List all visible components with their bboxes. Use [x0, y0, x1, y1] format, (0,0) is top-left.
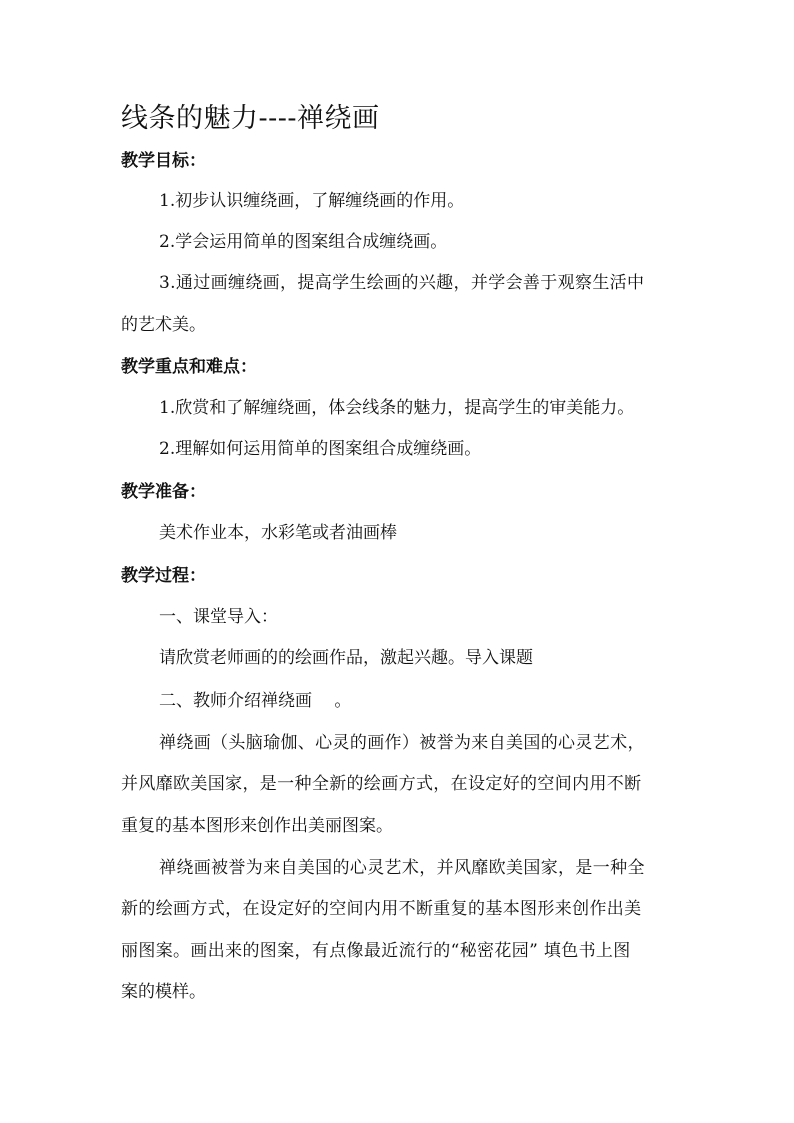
section-heading-key-points: 教学重点和难点：: [121, 357, 257, 377]
goal-item-2: 2.学会运用简单的图案组合成缠绕画。: [159, 232, 448, 252]
goal-item-1: 1.初步认识缠绕画，了解缠绕画的作用。: [159, 191, 465, 211]
goal-item-3: 3.通过画缠绕画，提高学生绘画的兴趣，并学会善于观察生活中: [159, 273, 645, 293]
goal-item-3-continued: 的艺术美。: [121, 315, 206, 335]
process-paragraph-1-line-3: 重复的基本图形来创作出美丽图案。: [121, 816, 393, 836]
section-heading-preparation: 教学准备：: [121, 482, 206, 502]
process-step-2-title: 二、教师介绍禅绕画 。: [159, 691, 352, 711]
process-paragraph-2-line-1: 禅绕画被誉为来自美国的心灵艺术，并风靡欧美国家，是一种全: [159, 858, 645, 878]
section-heading-goals: 教学目标：: [121, 151, 206, 171]
document-title: 线条的魅力----禅绕画: [121, 103, 380, 134]
process-paragraph-2-line-4: 案的模样。: [121, 982, 206, 1002]
process-step-1-title: 一、课堂导入：: [159, 607, 278, 627]
section-heading-process: 教学过程：: [121, 566, 206, 586]
process-step-1-text: 请欣赏老师画的的绘画作品，激起兴趣。导入课题: [159, 648, 533, 668]
process-paragraph-2-line-3: 丽图案。画出来的图案，有点像最近流行的“秘密花园” 填色书上图: [121, 941, 631, 961]
process-paragraph-1-line-2: 并风靡欧美国家，是一种全新的绘画方式，在设定好的空间内用不断: [121, 774, 642, 794]
preparation-text: 美术作业本，水彩笔或者油画棒: [159, 523, 397, 543]
key-point-item-1: 1.欣赏和了解缠绕画，体会线条的魅力，提高学生的审美能力。: [159, 398, 635, 418]
key-point-item-2: 2.理解如何运用简单的图案组合成缠绕画。: [159, 439, 482, 459]
process-paragraph-2-line-2: 新的绘画方式，在设定好的空间内用不断重复的基本图形来创作出美: [121, 899, 642, 919]
process-paragraph-1-line-1: 禅绕画（头脑瑜伽、心灵的画作）被誉为来自美国的心灵艺术，: [159, 733, 645, 753]
